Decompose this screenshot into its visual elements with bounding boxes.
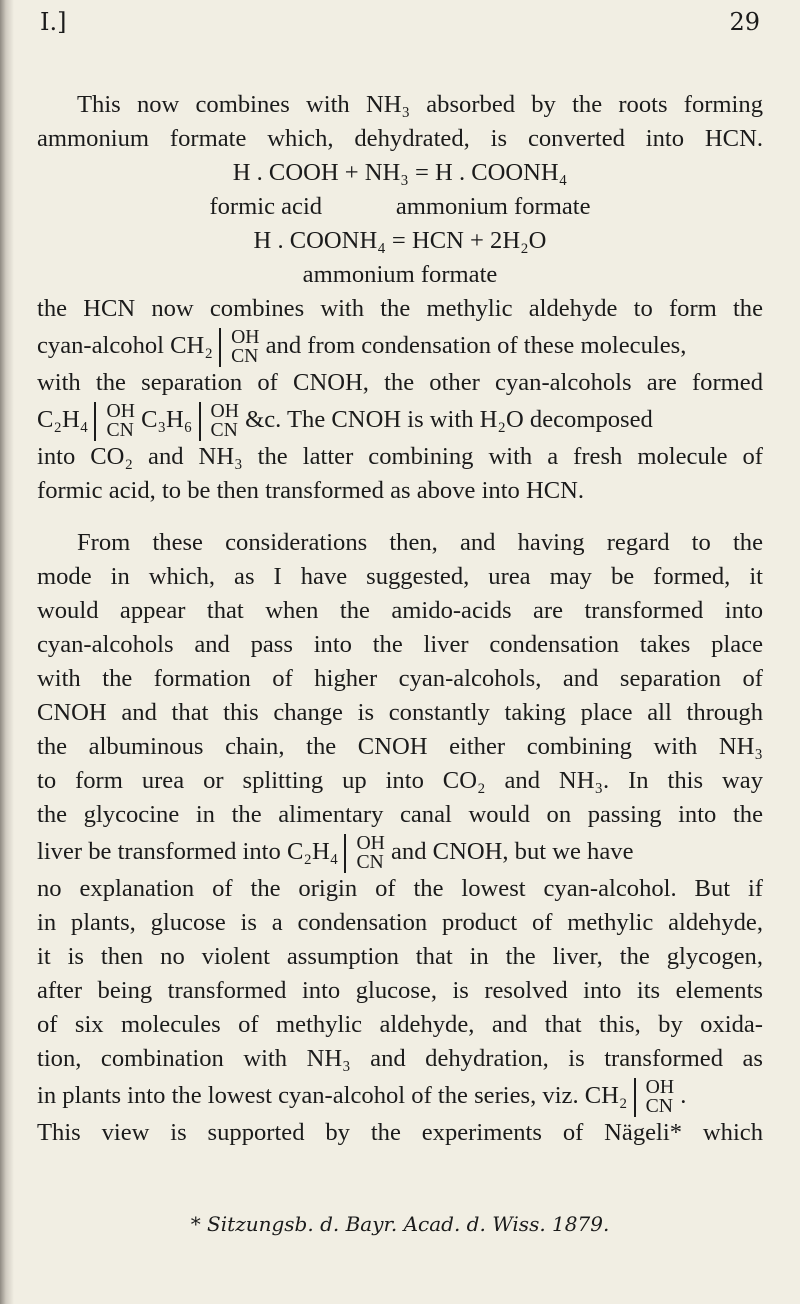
- text-body: [37, 88, 763, 1150]
- text-line: [37, 326, 763, 366]
- text-line: the HCN now combines with the methylic aldehyde to form the: [37, 295, 763, 322]
- text-line: to form urea or splitting up into CO₂ and NH₃. In this way: [37, 767, 763, 794]
- text-fragment: .: [680, 1082, 687, 1109]
- text-fragment: and CNOH, but we have: [391, 838, 634, 865]
- formula-group-oh: OH: [344, 834, 384, 854]
- page-number: 29: [729, 8, 760, 36]
- text-line: in plants, glucose is a condensation product of methylic aldehyde,: [37, 909, 763, 936]
- formula-group-cn: CN: [219, 347, 259, 367]
- equation-label: formic acid ammonium formate: [209, 193, 591, 220]
- formula-brace: [344, 831, 385, 874]
- formula-brace: [634, 1075, 675, 1118]
- formula-base: cyan-alcohol CH₂: [37, 332, 213, 359]
- text-line: of six molecules of methylic aldehyde, and that this, by oxida-: [37, 1011, 763, 1038]
- formula-group-oh: OH: [219, 328, 259, 348]
- formula-base: C₃H₆: [141, 406, 193, 433]
- chapter-marker: I.]: [40, 8, 67, 36]
- formula-brace: [199, 399, 239, 442]
- text-line: tion, combination with NH₃ and dehydration, is transformed as: [37, 1045, 763, 1072]
- text-line: into CO₂ and NH₃ the latter combining with a fresh molecule of: [37, 443, 763, 470]
- equation: H . COONH₄ = HCN + 2H₂O: [253, 227, 547, 254]
- text-line: [37, 1076, 763, 1116]
- equation-label: ammonium formate: [302, 261, 498, 288]
- formula-group-cn: CN: [199, 421, 239, 441]
- text-line: formic acid, to be then transformed as above into HCN.: [37, 477, 585, 504]
- text-fragment: &c. The CNOH is with H₂O decomposed: [245, 406, 653, 433]
- text-line: it is then no violent assumption that in the liver, the glycogen,: [37, 943, 763, 970]
- text-line: with the separation of CNOH, the other cyan-alcohols are formed: [37, 369, 763, 396]
- text-fragment: and from condensation of these molecules,: [265, 332, 687, 359]
- formula-group-oh: OH: [94, 402, 134, 422]
- text-line: CNOH and that this change is constantly taking place all through: [37, 699, 763, 726]
- text-line: This view is supported by the experiments of Nägeli* which: [37, 1119, 763, 1146]
- text-line: [37, 832, 763, 872]
- text-line: the albuminous chain, the CNOH either combining with NH₃: [37, 733, 763, 760]
- formula-base: C₂H₄: [37, 406, 89, 433]
- running-header: [40, 8, 760, 48]
- text-line: cyan-alcohols and pass into the liver condensation takes place: [37, 631, 763, 658]
- text-line: ammonium formate which, dehydrated, is converted into HCN.: [37, 125, 763, 152]
- formula-brace: [94, 399, 135, 442]
- equation: H . COOH + NH₃ = H . COONH₄: [232, 159, 568, 186]
- text-line: the glycocine in the alimentary canal would on passing into the: [37, 801, 763, 828]
- text-fragment: liver be transformed into C₂H₄: [37, 838, 339, 865]
- text-line: would appear that when the amido-acids are transformed into: [37, 597, 763, 624]
- formula-group-cn: CN: [344, 853, 384, 873]
- text-line: mode in which, as I have suggested, urea may be formed, it: [37, 563, 763, 590]
- text-line: after being transformed into glucose, is resolved into its elements: [37, 977, 763, 1004]
- formula-group-oh: OH: [199, 402, 239, 422]
- formula-brace: [219, 325, 260, 368]
- text-line: [37, 400, 763, 440]
- formula-group-cn: CN: [94, 421, 134, 441]
- formula-group-oh: OH: [634, 1078, 674, 1098]
- text-fragment: in plants into the lowest cyan-alcohol of the series, viz. CH₂: [37, 1082, 628, 1109]
- text-line: From these considerations then, and having regard to the: [77, 529, 763, 556]
- footnote: * Sitzungsb. d. Bayr. Acad. d. Wiss. 1879.: [190, 1212, 610, 1236]
- text-line: This now combines with NH₃ absorbed by the roots forming: [77, 91, 763, 118]
- formula-group-cn: CN: [634, 1097, 674, 1117]
- binding-edge: [0, 0, 14, 1304]
- text-line: with the formation of higher cyan-alcohols, and separation of: [37, 665, 763, 692]
- text-line: no explanation of the origin of the lowest cyan-alcohol. But if: [37, 875, 763, 902]
